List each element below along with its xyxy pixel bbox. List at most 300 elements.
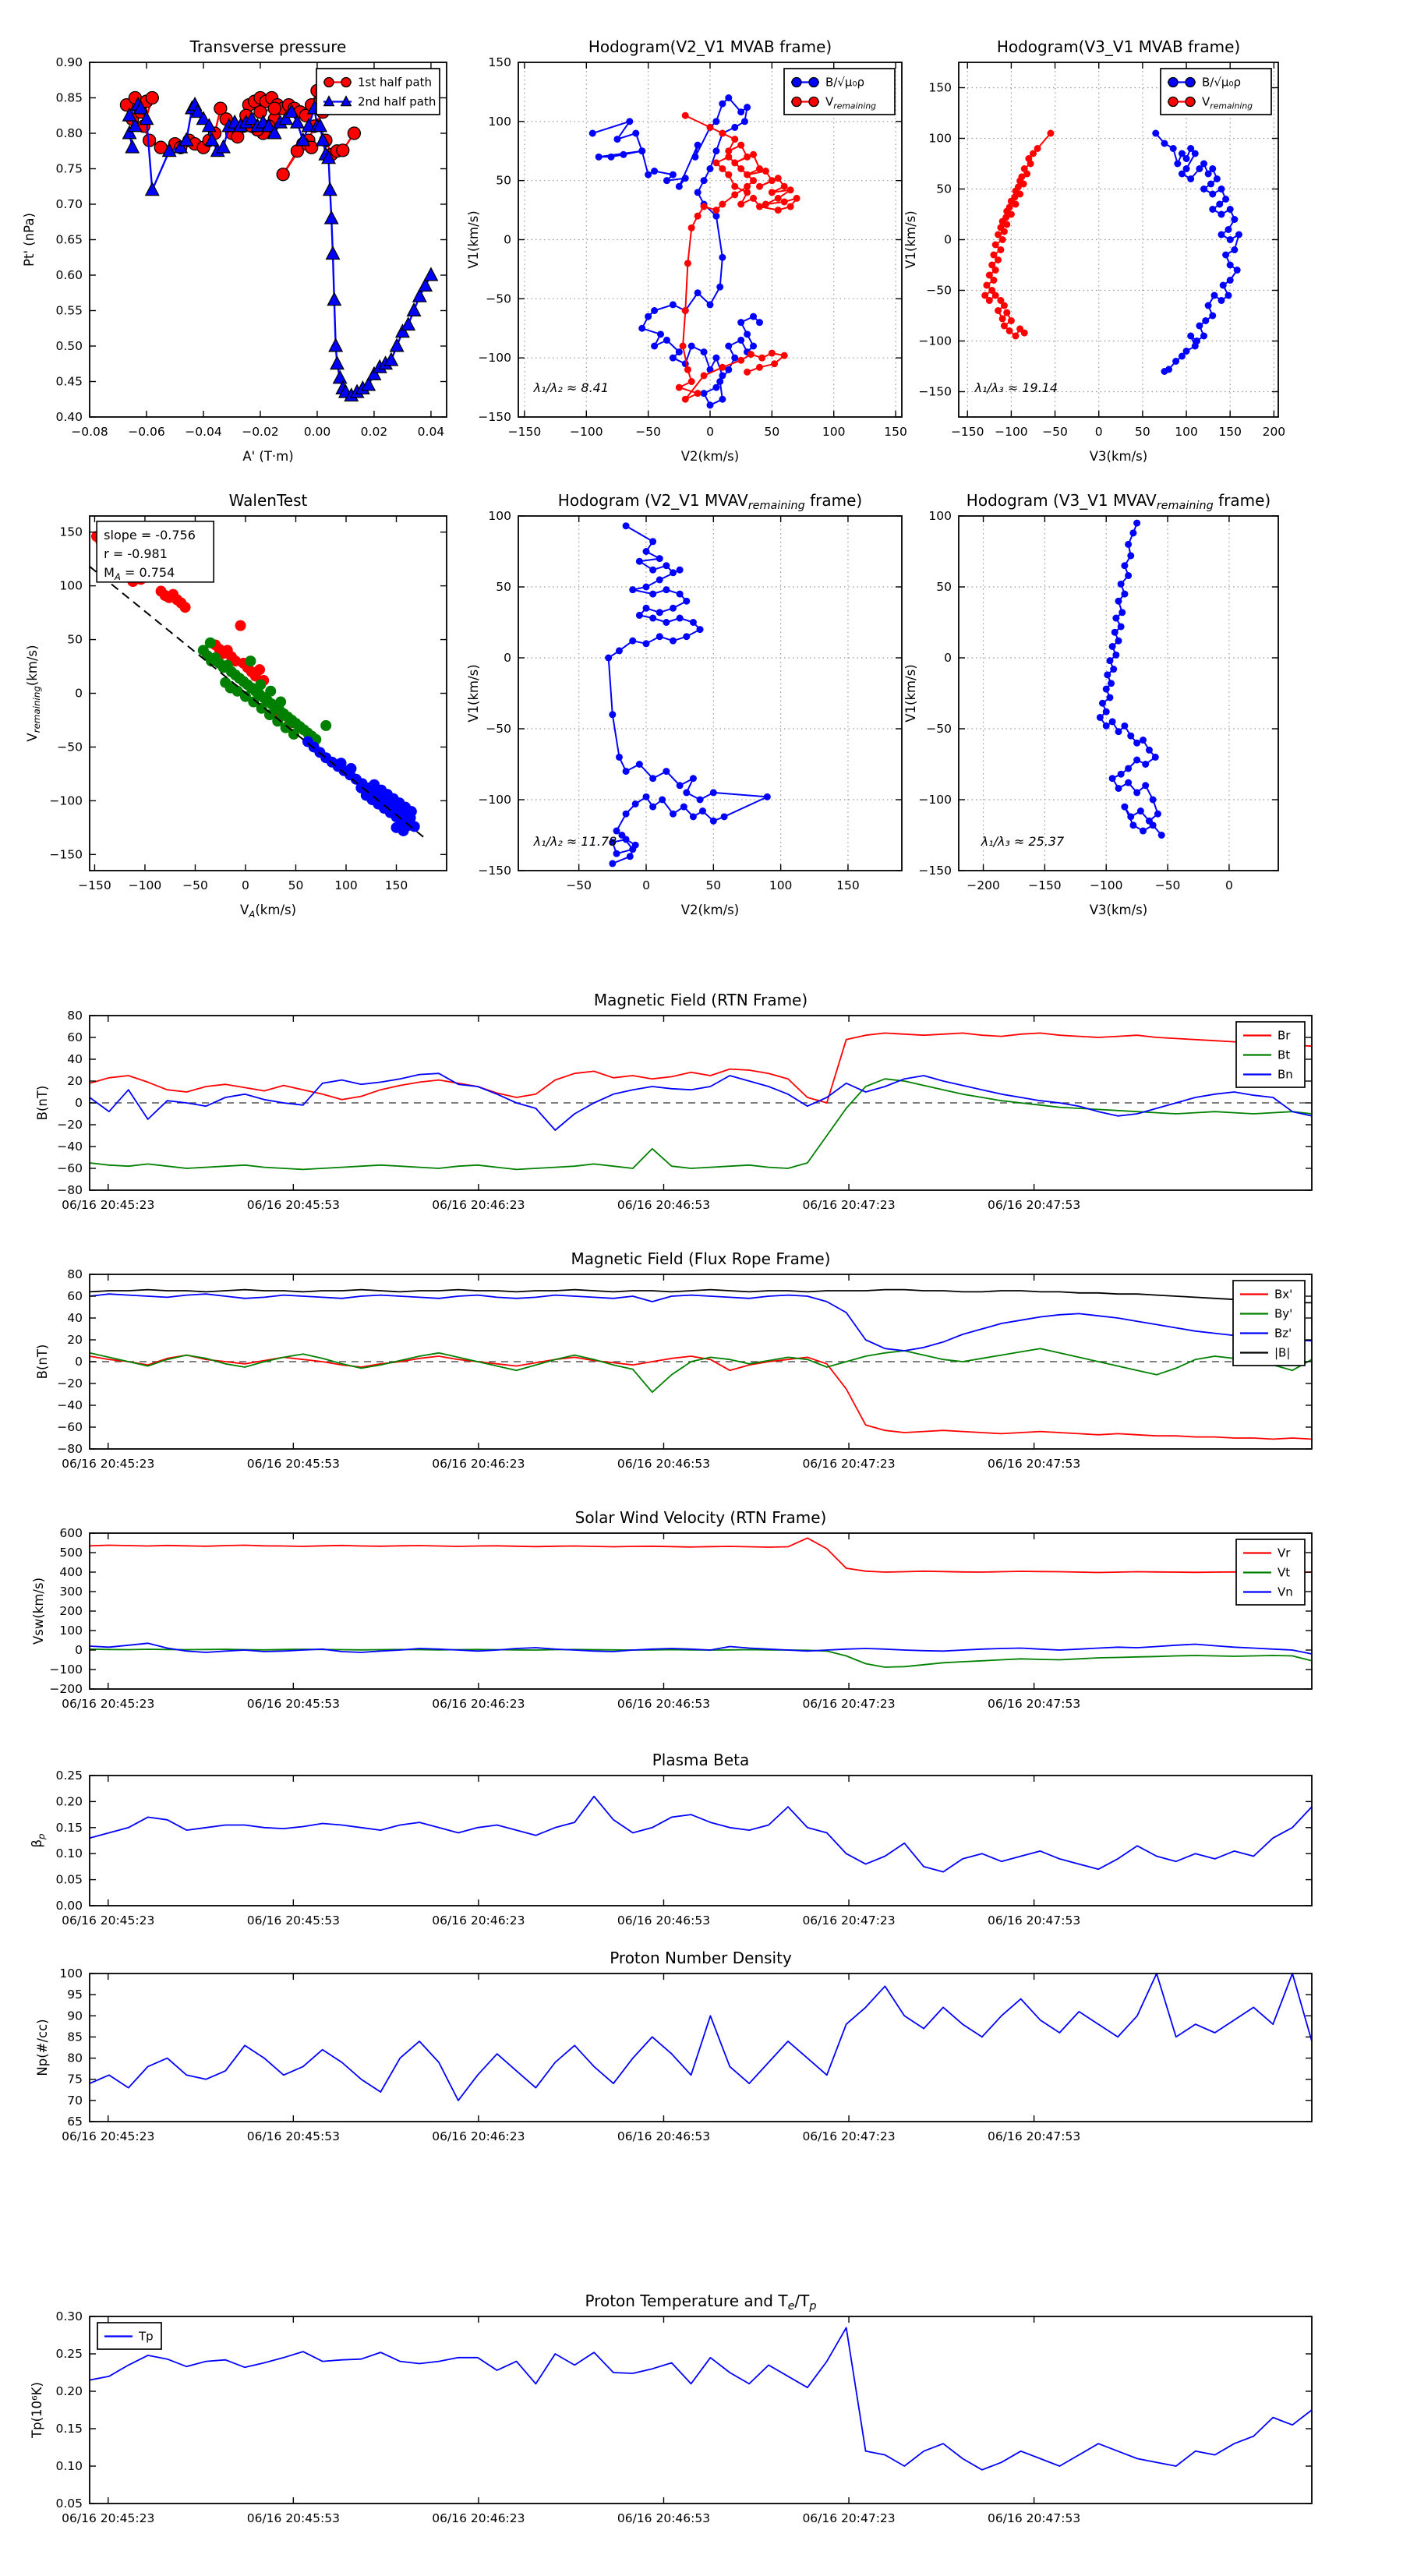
tspan: −150 bbox=[918, 864, 952, 878]
tspan: Magnetic Field (RTN Frame) bbox=[593, 991, 808, 1009]
axes-box bbox=[90, 2316, 1312, 2504]
tspan: −50 bbox=[182, 878, 208, 892]
tspan: 50 bbox=[288, 878, 304, 892]
marker-circle bbox=[744, 154, 751, 161]
marker-circle bbox=[750, 151, 757, 158]
marker-circle bbox=[1001, 228, 1008, 235]
tspan: −150 bbox=[950, 425, 984, 439]
y-tick-label bbox=[59, 1966, 83, 1981]
panel-proton-temperature bbox=[30, 2292, 1312, 2525]
y-tick-label bbox=[59, 1546, 83, 1560]
y-tick-label bbox=[75, 1643, 83, 1657]
tspan: V bbox=[1202, 94, 1210, 109]
legend-label bbox=[1278, 1048, 1290, 1062]
marker-circle bbox=[719, 201, 726, 208]
marker-circle bbox=[643, 548, 650, 555]
marker-circle bbox=[756, 203, 763, 210]
y-axis-label bbox=[903, 664, 918, 722]
y-tick-label bbox=[488, 55, 511, 69]
tspan: p bbox=[36, 1833, 47, 1840]
marker-circle bbox=[1183, 155, 1190, 162]
marker-triangle bbox=[323, 183, 337, 196]
marker-circle bbox=[348, 127, 360, 140]
marker-circle bbox=[616, 754, 623, 761]
tspan: Vt bbox=[1278, 1565, 1291, 1580]
y-tick-label bbox=[55, 304, 83, 318]
legend-label bbox=[1274, 1288, 1292, 1302]
marker-circle bbox=[707, 301, 714, 308]
x-axis-label bbox=[1090, 903, 1147, 917]
marker-circle bbox=[769, 189, 776, 196]
x-tick-label bbox=[432, 1913, 525, 1928]
legend-label bbox=[1278, 1585, 1293, 1599]
tspan: 100 bbox=[769, 878, 793, 892]
tspan: 40 bbox=[67, 1052, 83, 1066]
tspan: 06/16 20:45:53 bbox=[246, 1697, 340, 1711]
marker-circle bbox=[657, 330, 664, 337]
tspan: 06/16 20:47:53 bbox=[988, 2511, 1081, 2525]
x-tick-label bbox=[62, 1913, 154, 1928]
y-tick-label bbox=[67, 1289, 83, 1303]
series-second-half-path bbox=[129, 105, 431, 396]
marker-circle bbox=[1129, 822, 1136, 829]
x-tick-label bbox=[1155, 878, 1181, 892]
tspan: V1(km/s) bbox=[466, 210, 481, 269]
marker-circle bbox=[609, 860, 616, 867]
tspan: 0.60 bbox=[55, 268, 83, 282]
marker-circle bbox=[744, 104, 751, 111]
marker-circle bbox=[649, 591, 656, 598]
marker-circle bbox=[632, 130, 639, 137]
marker-circle bbox=[1118, 771, 1125, 778]
marker-circle bbox=[781, 352, 788, 359]
tspan: 06/16 20:45:23 bbox=[62, 1457, 155, 1471]
x-tick-label bbox=[1218, 425, 1242, 439]
marker-triangle bbox=[329, 339, 342, 352]
x-tick-label bbox=[247, 1913, 340, 1928]
marker-circle bbox=[1003, 309, 1010, 316]
y-tick-label bbox=[57, 1161, 83, 1175]
marker-circle bbox=[792, 97, 801, 107]
x-tick-label bbox=[884, 425, 907, 439]
tspan: B(nT) bbox=[35, 1344, 50, 1380]
tspan: A' (T·m) bbox=[242, 449, 294, 464]
panel-velocity-rtn bbox=[31, 1508, 1312, 1711]
tspan: 06/16 20:46:53 bbox=[617, 1198, 711, 1212]
y-tick-label bbox=[55, 55, 83, 69]
marker-circle bbox=[712, 384, 719, 391]
tspan: λ₁/λ₂ ≈ 11.78 bbox=[533, 834, 617, 850]
marker-circle bbox=[719, 364, 726, 371]
marker-circle bbox=[787, 203, 794, 210]
tspan: 0.85 bbox=[55, 90, 83, 105]
tspan: 500 bbox=[59, 1546, 83, 1560]
marker-circle bbox=[1225, 292, 1232, 299]
marker-circle bbox=[719, 396, 726, 403]
marker-circle bbox=[1227, 206, 1234, 213]
tspan: 100 bbox=[928, 509, 952, 523]
x-tick-label bbox=[706, 425, 714, 439]
marker-circle bbox=[406, 806, 417, 817]
marker-circle bbox=[1179, 171, 1186, 178]
y-tick-label bbox=[928, 132, 952, 146]
marker-circle bbox=[663, 177, 670, 184]
marker-circle bbox=[623, 522, 630, 529]
y-tick-label bbox=[504, 233, 511, 247]
panel-walen-test bbox=[25, 491, 447, 920]
y-tick-label bbox=[55, 2422, 83, 2436]
marker-circle bbox=[1209, 191, 1216, 198]
panel-transverse-pressure bbox=[22, 37, 447, 464]
tspan: Vr bbox=[1278, 1546, 1291, 1560]
marker-circle bbox=[775, 175, 782, 182]
marker-circle bbox=[1202, 317, 1209, 324]
marker-circle bbox=[1047, 130, 1054, 137]
marker-circle bbox=[999, 315, 1006, 322]
tspan: 06/16 20:45:23 bbox=[62, 2129, 155, 2143]
marker-circle bbox=[632, 800, 639, 807]
legend-label bbox=[358, 95, 436, 109]
tspan: 150 bbox=[884, 425, 907, 439]
marker-circle bbox=[337, 144, 349, 157]
marker-circle bbox=[656, 633, 663, 640]
marker-circle bbox=[627, 853, 634, 860]
tspan: 0.65 bbox=[55, 232, 83, 247]
marker-circle bbox=[1012, 333, 1020, 340]
y-tick-label bbox=[59, 1624, 83, 1638]
marker-circle bbox=[1174, 161, 1181, 168]
marker-circle bbox=[1186, 78, 1195, 87]
tspan: (km/s) bbox=[255, 903, 297, 917]
tspan: −0.02 bbox=[242, 425, 279, 439]
x-tick-label bbox=[951, 425, 984, 439]
marker-circle bbox=[1225, 226, 1232, 233]
marker-circle bbox=[1125, 765, 1132, 772]
x-tick-label bbox=[802, 1198, 895, 1212]
x-tick-label bbox=[62, 1198, 154, 1212]
annotation bbox=[533, 380, 609, 395]
y-tick-label bbox=[55, 1846, 83, 1860]
tspan: −20 bbox=[57, 1118, 83, 1132]
panel-title bbox=[585, 2292, 816, 2313]
marker-circle bbox=[663, 619, 670, 626]
marker-circle bbox=[643, 640, 650, 647]
marker-circle bbox=[744, 183, 751, 190]
y-tick-label bbox=[55, 2347, 83, 2361]
marker-circle bbox=[632, 842, 639, 849]
tspan: 06/16 20:45:23 bbox=[62, 1198, 155, 1212]
tspan: −150 bbox=[478, 864, 511, 878]
x-tick-label bbox=[242, 878, 249, 892]
marker-circle bbox=[710, 789, 717, 796]
marker-circle bbox=[707, 124, 714, 131]
y-tick-label bbox=[67, 2051, 83, 2065]
tspan: Bx' bbox=[1274, 1287, 1293, 1302]
x-tick-label bbox=[288, 878, 304, 892]
marker-circle bbox=[737, 142, 744, 149]
tspan: −100 bbox=[478, 351, 511, 366]
marker-circle bbox=[1154, 811, 1161, 818]
y-tick-label bbox=[67, 1311, 83, 1325]
marker-triangle bbox=[425, 268, 438, 281]
tspan: 100 bbox=[59, 1966, 83, 1981]
tspan: 06/16 20:45:53 bbox=[246, 2511, 340, 2525]
tspan: 75 bbox=[67, 2072, 83, 2087]
y-tick-label bbox=[928, 81, 952, 95]
tspan: 100 bbox=[488, 114, 511, 129]
marker-circle bbox=[1121, 562, 1128, 569]
tspan: 0.05 bbox=[55, 1872, 83, 1887]
y-axis-label bbox=[466, 664, 481, 722]
y-axis-label bbox=[30, 2382, 44, 2439]
x-tick-label bbox=[1135, 425, 1150, 439]
marker-circle bbox=[683, 633, 690, 640]
y-tick-label bbox=[918, 864, 952, 878]
marker-circle bbox=[762, 201, 769, 208]
y-tick-label bbox=[55, 91, 83, 105]
marker-circle bbox=[341, 78, 351, 87]
marker-circle bbox=[649, 775, 656, 782]
x-axis-label bbox=[240, 903, 296, 920]
x-tick-label bbox=[247, 1697, 340, 1711]
legend-label bbox=[1278, 1068, 1293, 1082]
tspan: 90 bbox=[67, 2009, 83, 2023]
tspan: /T bbox=[794, 2292, 810, 2310]
marker-circle bbox=[277, 168, 289, 181]
marker-circle bbox=[651, 343, 658, 350]
series-By-prime bbox=[90, 1345, 1312, 1392]
y-tick-label bbox=[486, 722, 511, 736]
marker-circle bbox=[731, 159, 738, 166]
tspan: A bbox=[249, 909, 256, 920]
tspan: 100 bbox=[488, 509, 511, 523]
tspan: 1st half path bbox=[358, 75, 433, 90]
marker-circle bbox=[265, 686, 276, 697]
tspan: Solar Wind Velocity (RTN Frame) bbox=[574, 1508, 827, 1527]
y-axis-label bbox=[35, 1086, 50, 1121]
marker-circle bbox=[1209, 165, 1216, 172]
marker-circle bbox=[146, 92, 158, 104]
marker-circle bbox=[725, 343, 732, 350]
y-tick-label bbox=[49, 793, 83, 807]
marker-circle bbox=[254, 664, 265, 675]
tspan: −100 bbox=[918, 334, 952, 348]
tspan: Tp(10⁶K) bbox=[30, 2382, 44, 2438]
tspan: 06/16 20:46:53 bbox=[617, 2129, 711, 2143]
tspan: 100 bbox=[59, 1624, 83, 1638]
marker-circle bbox=[663, 768, 670, 775]
marker-circle bbox=[716, 378, 723, 385]
tspan: −50 bbox=[926, 722, 952, 736]
y-tick-label bbox=[67, 633, 83, 647]
marker-circle bbox=[1110, 666, 1117, 673]
panel-hodogram-v3v1-mvav bbox=[903, 491, 1278, 917]
marker-circle bbox=[781, 183, 788, 190]
tspan: Bz' bbox=[1274, 1326, 1292, 1341]
tspan: −0.04 bbox=[185, 425, 222, 439]
tspan: 200 bbox=[59, 1604, 83, 1618]
marker-circle bbox=[999, 236, 1006, 243]
marker-circle bbox=[677, 782, 684, 789]
tspan: remaining bbox=[1210, 101, 1253, 111]
marker-circle bbox=[1209, 206, 1216, 213]
marker-circle bbox=[1119, 609, 1126, 616]
tspan: 50 bbox=[496, 580, 511, 594]
tspan: λ₁/λ₃ ≈ 19.14 bbox=[974, 380, 1058, 396]
marker-triangle bbox=[330, 357, 344, 369]
marker-circle bbox=[656, 555, 663, 562]
marker-circle bbox=[719, 165, 726, 172]
y-tick-label bbox=[67, 1988, 83, 2002]
marker-circle bbox=[1170, 145, 1177, 152]
marker-circle bbox=[701, 372, 708, 379]
x-tick-label bbox=[802, 1457, 895, 1471]
y-tick-label bbox=[926, 722, 952, 736]
series-Vr bbox=[90, 1538, 1312, 1572]
x-tick-label bbox=[432, 2129, 525, 2143]
y-axis-label bbox=[35, 2019, 50, 2076]
marker-triangle bbox=[327, 293, 341, 306]
tspan: remaining bbox=[1156, 500, 1214, 512]
marker-circle bbox=[756, 183, 763, 190]
marker-circle bbox=[369, 779, 380, 790]
marker-circle bbox=[682, 307, 689, 314]
marker-circle bbox=[680, 804, 687, 811]
tspan: 0.02 bbox=[360, 425, 388, 439]
y-tick-label bbox=[67, 2009, 83, 2023]
marker-circle bbox=[616, 647, 623, 654]
tspan: −150 bbox=[1028, 878, 1062, 892]
y-axis-label bbox=[31, 1578, 46, 1645]
marker-circle bbox=[1115, 728, 1122, 735]
marker-circle bbox=[737, 357, 744, 364]
marker-triangle bbox=[334, 371, 347, 383]
tspan: 06/16 20:47:23 bbox=[802, 1198, 896, 1212]
tspan: 0 bbox=[75, 686, 83, 701]
y-tick-label bbox=[55, 162, 83, 176]
marker-circle bbox=[792, 78, 801, 87]
marker-circle bbox=[1133, 789, 1140, 796]
marker-circle bbox=[636, 558, 643, 565]
y-tick-label bbox=[49, 1682, 83, 1696]
y-tick-label bbox=[55, 1821, 83, 1835]
marker-circle bbox=[645, 313, 652, 320]
marker-circle bbox=[809, 78, 818, 87]
x-tick-label bbox=[570, 425, 603, 439]
legend-label bbox=[358, 76, 432, 90]
marker-circle bbox=[291, 145, 303, 157]
marker-circle bbox=[623, 768, 630, 775]
marker-circle bbox=[712, 118, 719, 125]
x-tick-label bbox=[769, 878, 793, 892]
marker-circle bbox=[636, 612, 643, 619]
marker-circle bbox=[809, 97, 818, 107]
x-tick-label bbox=[988, 1913, 1080, 1928]
tspan: Np(#/cc) bbox=[35, 2019, 50, 2076]
tspan: 0.80 bbox=[55, 126, 83, 140]
tspan: 200 bbox=[1262, 425, 1286, 439]
marker-circle bbox=[992, 292, 999, 299]
x-tick-label bbox=[129, 878, 162, 892]
marker-circle bbox=[1222, 252, 1229, 259]
tspan: −50 bbox=[1042, 425, 1068, 439]
marker-triangle bbox=[391, 339, 404, 352]
marker-circle bbox=[1205, 302, 1212, 309]
marker-circle bbox=[1216, 201, 1223, 208]
marker-circle bbox=[670, 638, 677, 645]
marker-circle bbox=[1140, 737, 1147, 744]
marker-circle bbox=[1109, 718, 1116, 725]
marker-circle bbox=[626, 118, 633, 125]
marker-circle bbox=[1152, 754, 1159, 761]
marker-circle bbox=[992, 267, 999, 274]
marker-circle bbox=[649, 804, 656, 811]
tspan: 06/16 20:46:53 bbox=[617, 2511, 711, 2525]
tspan: 0.30 bbox=[55, 2309, 83, 2323]
marker-triangle bbox=[408, 303, 421, 316]
marker-circle bbox=[682, 175, 689, 182]
fit-line bbox=[90, 564, 426, 839]
tspan: (km/s) bbox=[25, 645, 40, 687]
marker-circle bbox=[670, 811, 677, 818]
marker-circle bbox=[609, 711, 616, 718]
marker-circle bbox=[699, 807, 706, 814]
x-tick-label bbox=[247, 1198, 340, 1212]
x-tick-label bbox=[617, 1697, 710, 1711]
x-tick-label bbox=[988, 2511, 1080, 2525]
series-Np bbox=[90, 1974, 1312, 2101]
y-tick-label bbox=[67, 1030, 83, 1044]
marker-circle bbox=[771, 360, 778, 367]
tspan: 65 bbox=[67, 2115, 83, 2129]
x-tick-label bbox=[247, 2511, 340, 2525]
tspan: −50 bbox=[635, 425, 662, 439]
y-tick-label bbox=[918, 334, 952, 348]
marker-circle bbox=[643, 584, 650, 591]
x-tick-label bbox=[988, 1697, 1080, 1711]
tspan: Vsw(km/s) bbox=[31, 1577, 46, 1645]
tspan: 100 bbox=[59, 578, 83, 593]
marker-circle bbox=[1196, 323, 1203, 330]
tspan: 0.20 bbox=[55, 2384, 83, 2398]
marker-circle bbox=[324, 78, 334, 87]
marker-circle bbox=[1186, 97, 1195, 107]
panel-title bbox=[588, 37, 832, 56]
y-tick-label bbox=[57, 1420, 83, 1434]
tspan: 0 bbox=[1094, 425, 1103, 439]
tspan: 0.25 bbox=[55, 2347, 83, 2361]
tspan: 06/16 20:47:23 bbox=[802, 1697, 896, 1711]
tspan: −50 bbox=[1154, 878, 1181, 892]
marker-circle bbox=[677, 591, 684, 598]
tspan: Hodogram(V3_V1 MVAB frame) bbox=[996, 37, 1241, 56]
y-tick-label bbox=[57, 1183, 83, 1197]
marker-circle bbox=[694, 390, 702, 397]
marker-circle bbox=[1112, 615, 1119, 622]
tspan: −50 bbox=[566, 878, 592, 892]
marker-circle bbox=[1001, 302, 1008, 309]
tspan: Br bbox=[1278, 1028, 1291, 1043]
x-tick-label bbox=[617, 2129, 710, 2143]
marker-circle bbox=[781, 198, 788, 205]
marker-circle bbox=[995, 307, 1002, 314]
marker-circle bbox=[737, 319, 744, 326]
tspan: e bbox=[787, 2300, 795, 2313]
y-tick-label bbox=[926, 284, 952, 298]
y-tick-label bbox=[67, 1333, 83, 1347]
tspan: 20 bbox=[67, 1333, 83, 1347]
marker-circle bbox=[1231, 216, 1238, 223]
